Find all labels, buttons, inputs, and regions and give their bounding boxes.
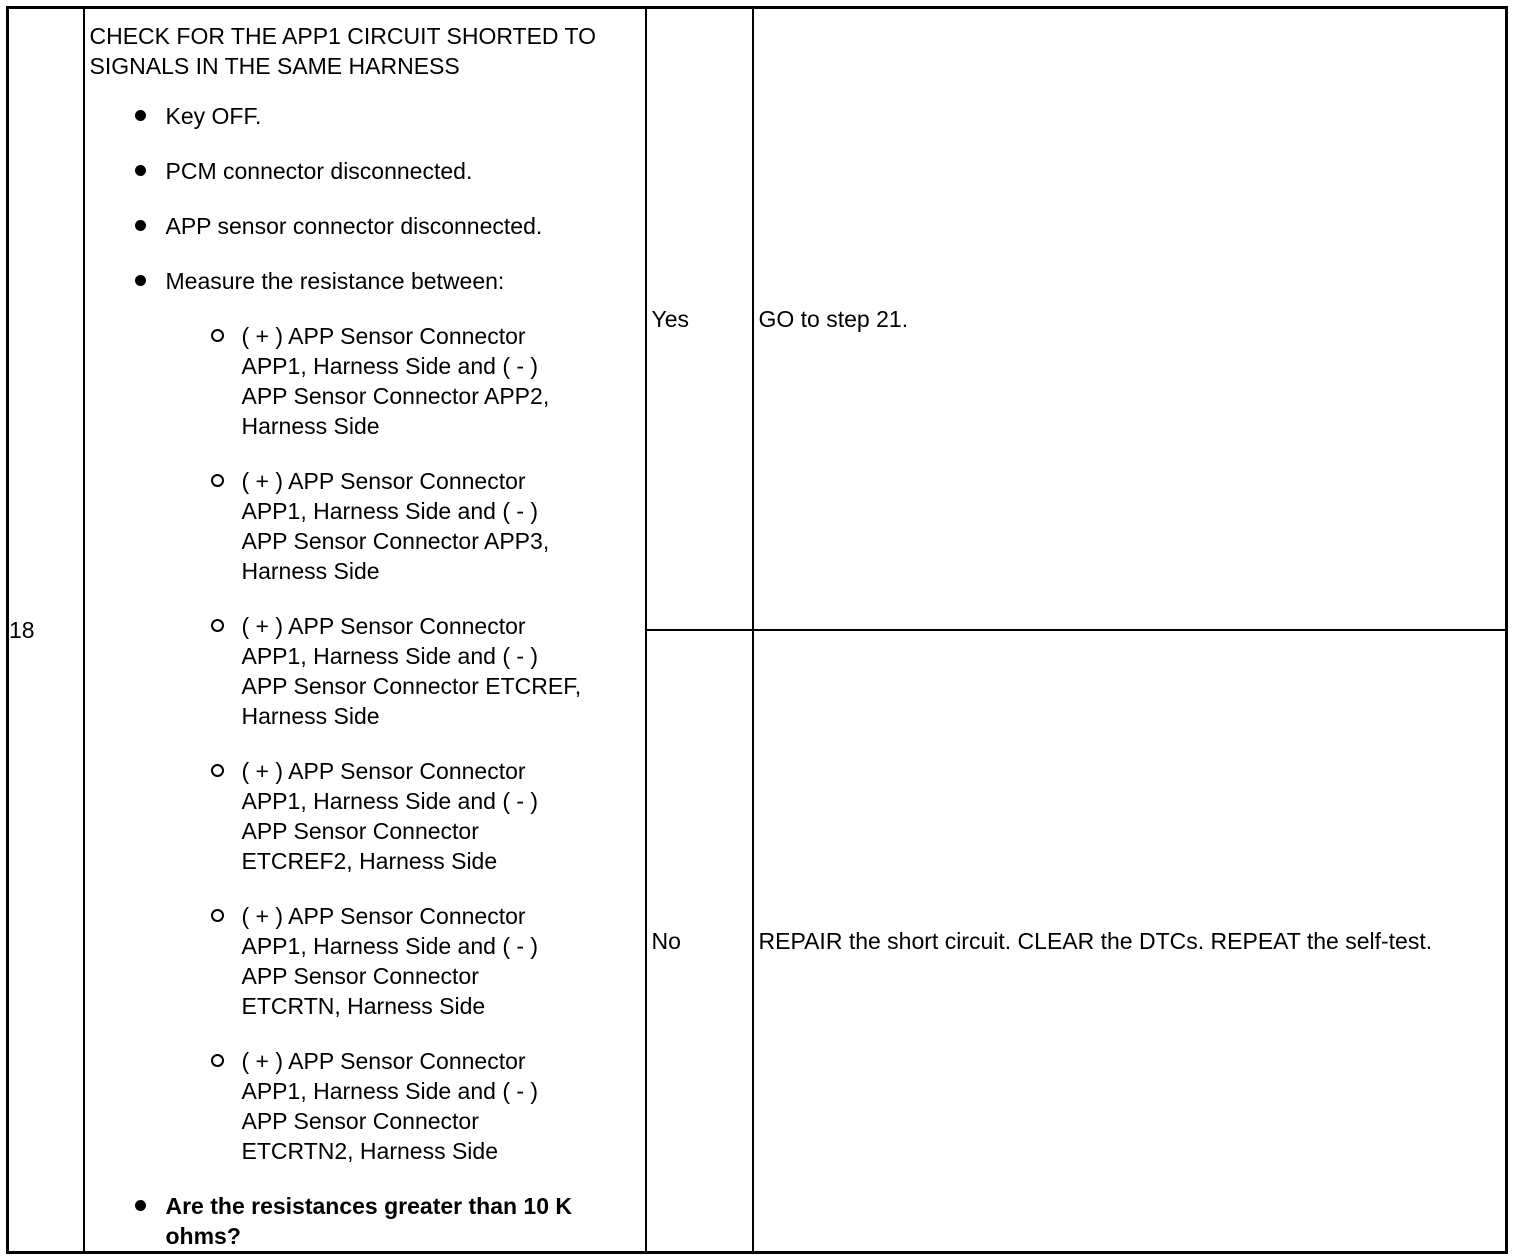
step-bullet-list: [90, 101, 641, 1251]
measurement-list: [90, 321, 641, 1166]
result-no: No: [646, 630, 753, 1253]
sub-bullet-icon: [211, 909, 224, 922]
diagnostic-step-table: [6, 6, 1508, 1254]
list-item: [90, 211, 641, 241]
measurement-text: ( + ) APP Sensor Connector APP1, Harness Side and ( - ) APP Sensor Connector ETCRTN, Harness Side: [241, 903, 539, 1019]
step-heading: CHECK FOR THE APP1 CIRCUIT SHORTED TO SIGNALS IN THE SAME HARNESS: [89, 23, 597, 79]
list-item: [242, 1046, 582, 1166]
bullet-icon: [135, 1200, 146, 1211]
measurement-text: ( + ) APP Sensor Connector APP1, Harness Side and ( - ) APP Sensor Connector ETCREF, Harness Side: [241, 613, 582, 729]
action-no: REPAIR the short circuit. CLEAR the DTCs. REPEAT the self-test.: [753, 630, 1507, 1253]
measurement-text: ( + ) APP Sensor Connector APP1, Harness Side and ( - ) APP Sensor Connector ETCREF2, Harness Side: [241, 758, 539, 874]
step-number: 18: [8, 8, 84, 1253]
bullet-icon: [135, 165, 146, 176]
test-step-cell: [84, 8, 646, 1253]
bullet-text: PCM connector disconnected.: [165, 158, 473, 184]
list-item: [90, 266, 641, 1166]
sub-bullet-icon: [211, 619, 224, 632]
list-item: [242, 321, 582, 441]
list-item: [90, 101, 641, 131]
bullet-icon: [135, 110, 146, 121]
sub-bullet-icon: [211, 329, 224, 342]
measurement-text: ( + ) APP Sensor Connector APP1, Harness Side and ( - ) APP Sensor Connector APP2, Harness Side: [241, 323, 550, 439]
step-question: Are the resistances greater than 10 K ohms?: [165, 1193, 573, 1249]
sub-bullet-icon: [211, 764, 224, 777]
bullet-text: Key OFF.: [165, 103, 262, 129]
list-item: [242, 901, 582, 1021]
list-item: [242, 611, 582, 731]
list-item: [242, 756, 582, 876]
bullet-icon: [135, 275, 146, 286]
table-row: [8, 8, 1507, 631]
sub-bullet-icon: [211, 474, 224, 487]
bullet-text: Measure the resistance between:: [165, 268, 505, 294]
list-item: [90, 1191, 641, 1251]
measurement-text: ( + ) APP Sensor Connector APP1, Harness Side and ( - ) APP Sensor Connector APP3, Harness Side: [241, 468, 550, 584]
result-yes: Yes: [646, 8, 753, 631]
sub-bullet-icon: [211, 1054, 224, 1067]
bullet-icon: [135, 220, 146, 231]
action-yes: GO to step 21.: [753, 8, 1507, 631]
list-item: [242, 466, 582, 586]
list-item: [90, 156, 641, 186]
bullet-text: APP sensor connector disconnected.: [165, 213, 543, 239]
measurement-text: ( + ) APP Sensor Connector APP1, Harness Side and ( - ) APP Sensor Connector ETCRTN2, Harness Side: [241, 1048, 539, 1164]
